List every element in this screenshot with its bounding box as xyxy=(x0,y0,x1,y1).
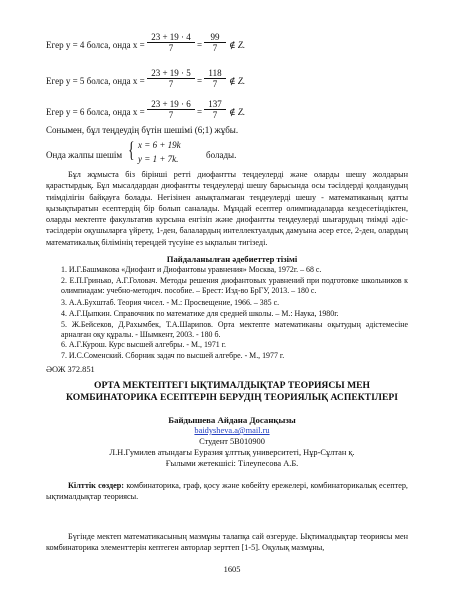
reference-item: 3. А.А.Бухштаб. Теория чисел. - М.: Просвещение, 1966. – 385 с. xyxy=(61,298,280,307)
reference-item: 2. Е.П.Гринько, А.Г.Головач. Методы решения диофантовых уравнений при подготовке школьников к олимпиадам: учебно-методич. пособие. – Брест: Изд-во БрГУ, 2013. – 180 с. xyxy=(61,276,408,296)
article-title: ОРТА МЕКТЕПТЕГІ ЫҚТИМАЛДЫҚТАР ТЕОРИЯСЫ МЕН КОМБИНАТОРИКА ЕСЕПТЕРІН БЕРУДІҢ ТЕОРИЯЛЫҚ АСПЕКТІЛЕРІ xyxy=(66,380,398,403)
example-fraction xyxy=(147,99,195,120)
keywords-text: комбинаторика, граф, қосу және көбейту ережелері, комбинаторикалық есептер, ықтималдықтар теориясы. xyxy=(46,481,408,502)
general-solution-prefix: Онда жалпы шешім xyxy=(46,150,123,160)
page-number: 1605 xyxy=(223,565,241,574)
not-integer-mark: ∉ Z. xyxy=(229,40,246,50)
result-numerator: 118 xyxy=(204,68,226,79)
result-fraction xyxy=(204,32,226,53)
reference-item: 1. И.Г.Башмакова «Диофант и Диофантовы уравнения» Москва, 1972г. – 68 с. xyxy=(61,265,322,274)
result-denominator: 7 xyxy=(212,110,218,120)
student-line: Студент 5В010900 xyxy=(199,437,265,446)
fraction-numerator: 23 + 19 · 5 xyxy=(147,68,195,79)
university-line: Л.Н.Гумилев атындағы Еуразия ұлттық университеті, Нұр-Сұлтан қ. xyxy=(109,448,355,457)
example-condition: Егер y = 5 болса, онда x = xyxy=(46,76,145,86)
equals-sign: = xyxy=(197,107,203,117)
example-fraction xyxy=(147,32,195,53)
udc-code: ӘОЖ 372.851 xyxy=(46,365,95,374)
references-title: Пайдаланылған әдебиеттер тізімі xyxy=(166,254,298,264)
result-numerator: 137 xyxy=(204,99,226,110)
result-denominator: 7 xyxy=(212,79,218,89)
fraction-denominator: 7 xyxy=(168,110,174,120)
not-integer-mark: ∉ Z. xyxy=(229,76,246,86)
body-paragraph: Бұл жұмыста біз бірінші ретті диофантты теңдеулерді және оларды шешу жолдарын қарастырдық. Бұл мысалдардан диофантты теңдеулерді шешу барысында осы тәсілдерді қолданудың тиімділігін байқауға болады. Негізінен анықталмаған теңдеулерді шешу - математиканың қатты қызықтыратын есептердің бір болып саналады. Мұндай есептер олимпиадаларда кездесетіндіктен, оларды мектепте факультатив курсына енгізіп және диофантты теңдеулерді шығарудың тиімді әдіс-тәсілдерін оқушыларға үйрету, 1-ден, балалардың интеллектуалдық дамуына әсер етсе, 2-ден, олардың математикалық білімінің тереңдей түсуіне ез ықпалын тигізеді. xyxy=(46,170,408,247)
system-brace: { xyxy=(128,137,135,162)
fraction-numerator: 23 + 19 · 6 xyxy=(147,99,195,110)
example-fraction xyxy=(147,68,195,89)
equals-sign: = xyxy=(197,40,203,50)
author-email-link[interactable]: baidysheva.a@mail.ru xyxy=(194,426,270,435)
general-solution-suffix: болады. xyxy=(206,150,237,160)
author-name: Байдышева Айдана Досанқызы xyxy=(168,415,296,425)
reference-item: 6. А.Г.Курош. Курс высшей алгебры. - М., 1971 г. xyxy=(61,340,227,349)
result-denominator: 7 xyxy=(212,43,218,53)
equals-sign: = xyxy=(197,76,203,86)
solution-line: Сонымен, бұл теңдеудің бүтін шешімі (6;1) жұбы. xyxy=(46,125,239,135)
fraction-numerator: 23 + 19 · 4 xyxy=(147,32,195,43)
general-eq-y: y = 1 + 7k. xyxy=(138,154,179,164)
not-integer-mark: ∉ Z. xyxy=(229,107,246,117)
supervisor-line: Ғылыми жетекшісі: Тілеупесова А.Б. xyxy=(165,459,299,468)
general-eq-x: x = 6 + 19k xyxy=(138,140,181,150)
keywords-paragraph xyxy=(46,480,408,503)
fraction-denominator: 7 xyxy=(168,43,174,53)
reference-item: 5. Ж.Бейсеков, Д.Рахымбек, Т.А.Шарипов. Орта мектепте математиканы оқытудың әдістемесіне арналған оқу құралы. - Шымкент, 2003. - 180 б. xyxy=(61,320,408,340)
intro-paragraph: Бүгінде мектеп математикасының мазмұны талапқа сай өзгеруде. Ықтималдықтар теориясы мен комбинаторика элементтерін кептеген авторлар зерттеп [1-5]. Оқулық мазмұны, xyxy=(46,532,408,553)
reference-item: 4. А.Г.Цыпкин. Справочник по математике для средней школы. – М.: Наука, 1980г. xyxy=(61,309,339,318)
result-numerator: 99 xyxy=(204,32,226,43)
reference-item: 7. И.С.Соменский. Сборник задач по высшей алгебре. - М., 1977 г. xyxy=(61,351,285,360)
example-condition: Егер y = 6 болса, онда x = xyxy=(46,107,145,117)
keywords-label: Кілттік сөздер: xyxy=(68,481,125,490)
result-fraction xyxy=(204,99,226,120)
example-condition: Егер y = 4 болса, онда x = xyxy=(46,40,145,50)
result-fraction xyxy=(204,68,226,89)
fraction-denominator: 7 xyxy=(168,79,174,89)
